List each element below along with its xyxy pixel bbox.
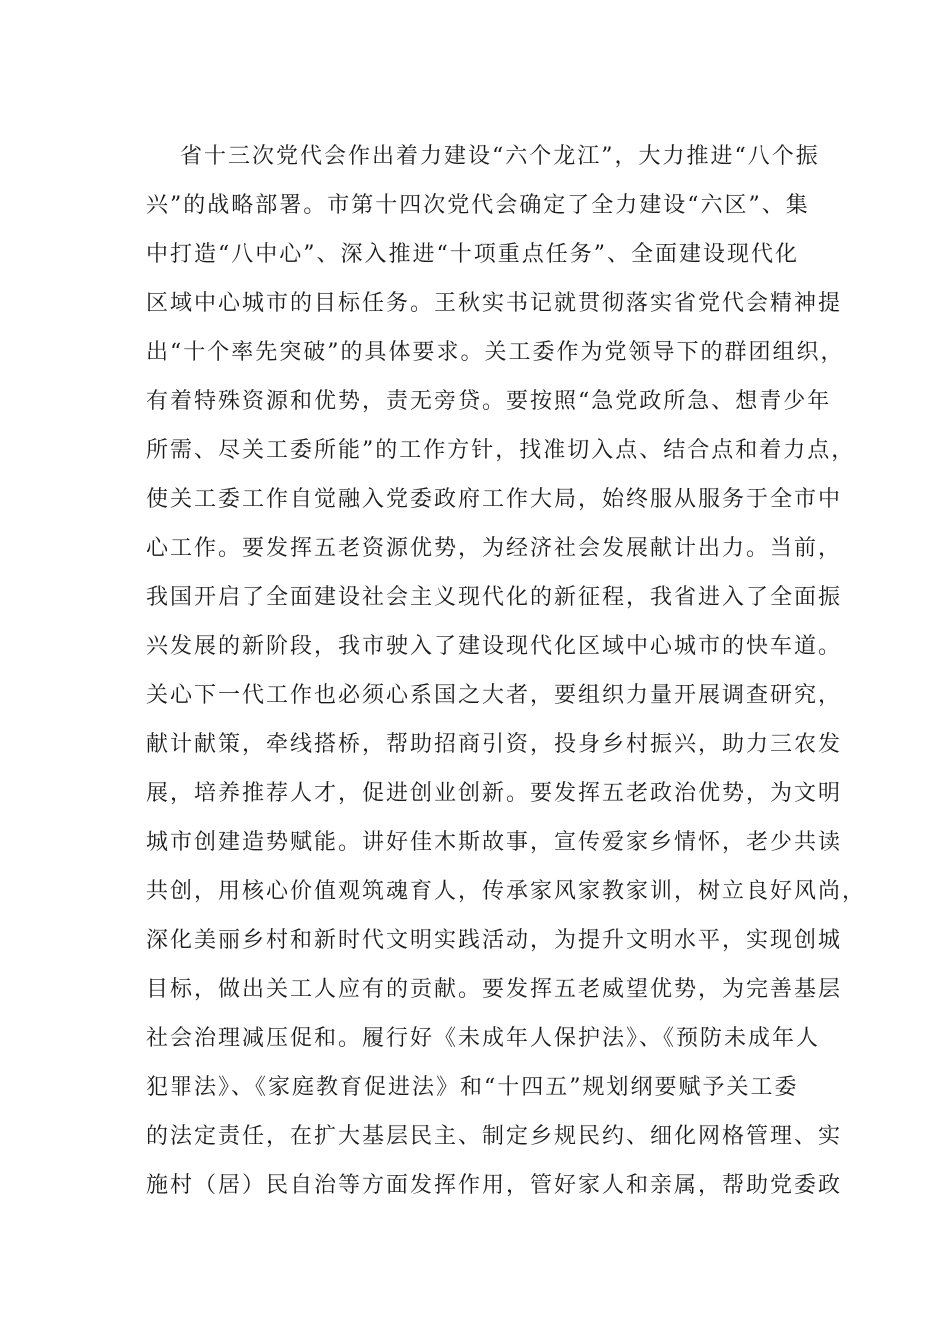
text-line: 的法定责任，在扩大基层民主、制定乡规民约、细化网格管理、实 <box>146 1124 843 1149</box>
text-line: 献计献策，牵线搭桥，帮助招商引资，投身乡村振兴，助力三农发 <box>146 732 843 757</box>
text-line: 我国开启了全面建设社会主义现代化的新征程，我省进入了全面振 <box>146 585 843 610</box>
text-line: 所需、尽关工委所能”的工作方针，找准切入点、结合点和着力点， <box>146 438 856 463</box>
text-line: 中打造“八中心”、深入推进“十项重点任务”、全面建设现代化 <box>146 242 799 267</box>
text-line: 使关工委工作自觉融入党委政府工作大局，始终服从服务于全市中 <box>146 487 843 512</box>
text-line: 目标，做出关工人应有的贡献。要发挥五老威望优势，为完善基层 <box>146 977 843 1002</box>
text-line: 出“十个率先突破”的具体要求。关工委作为党领导下的群团组织， <box>146 340 845 365</box>
text-line: 有着特殊资源和优势，责无旁贷。要按照“急党政所急、想青少年 <box>146 389 832 414</box>
text-line: 共创，用核心价值观筑魂育人，传承家风家教家训，树立良好风尚， <box>146 879 867 904</box>
text-line: 省十三次党代会作出着力建设“六个龙江”，大力推进“八个振 <box>180 144 820 169</box>
text-line: 城市创建造势赋能。讲好佳木斯故事，宣传爱家乡情怀，老少共读 <box>146 830 843 855</box>
text-line: 区域中心城市的目标任务。王秋实书记就贯彻落实省党代会精神提 <box>146 291 843 316</box>
text-line: 心工作。要发挥五老资源优势，为经济社会发展献计出力。当前， <box>146 536 843 561</box>
body-paragraph <box>146 132 867 1210</box>
text-line: 社会治理减压促和。履行好《未成年人保护法》、《预防未成年人 <box>146 1026 821 1051</box>
text-line: 展，培养推荐人才，促进创业创新。要发挥五老政治优势，为文明 <box>146 781 843 806</box>
text-line: 兴发展的新阶段，我市驶入了建设现代化区域中心城市的快车道。 <box>146 634 843 659</box>
text-line: 施村（居）民自治等方面发挥作用，管好家人和亲属，帮助党委政 <box>146 1173 843 1198</box>
text-line: 犯罪法》、《家庭教育促进法》和“十四五”规划纲要赋予关工委 <box>146 1075 799 1100</box>
text-line: 深化美丽乡村和新时代文明实践活动，为提升文明水平，实现创城 <box>146 928 843 953</box>
text-line: 兴”的战略部署。市第十四次党代会确定了全力建设“六区”、集 <box>146 193 810 218</box>
text-line: 关心下一代工作也必须心系国之大者，要组织力量开展调查研究， <box>146 683 843 708</box>
